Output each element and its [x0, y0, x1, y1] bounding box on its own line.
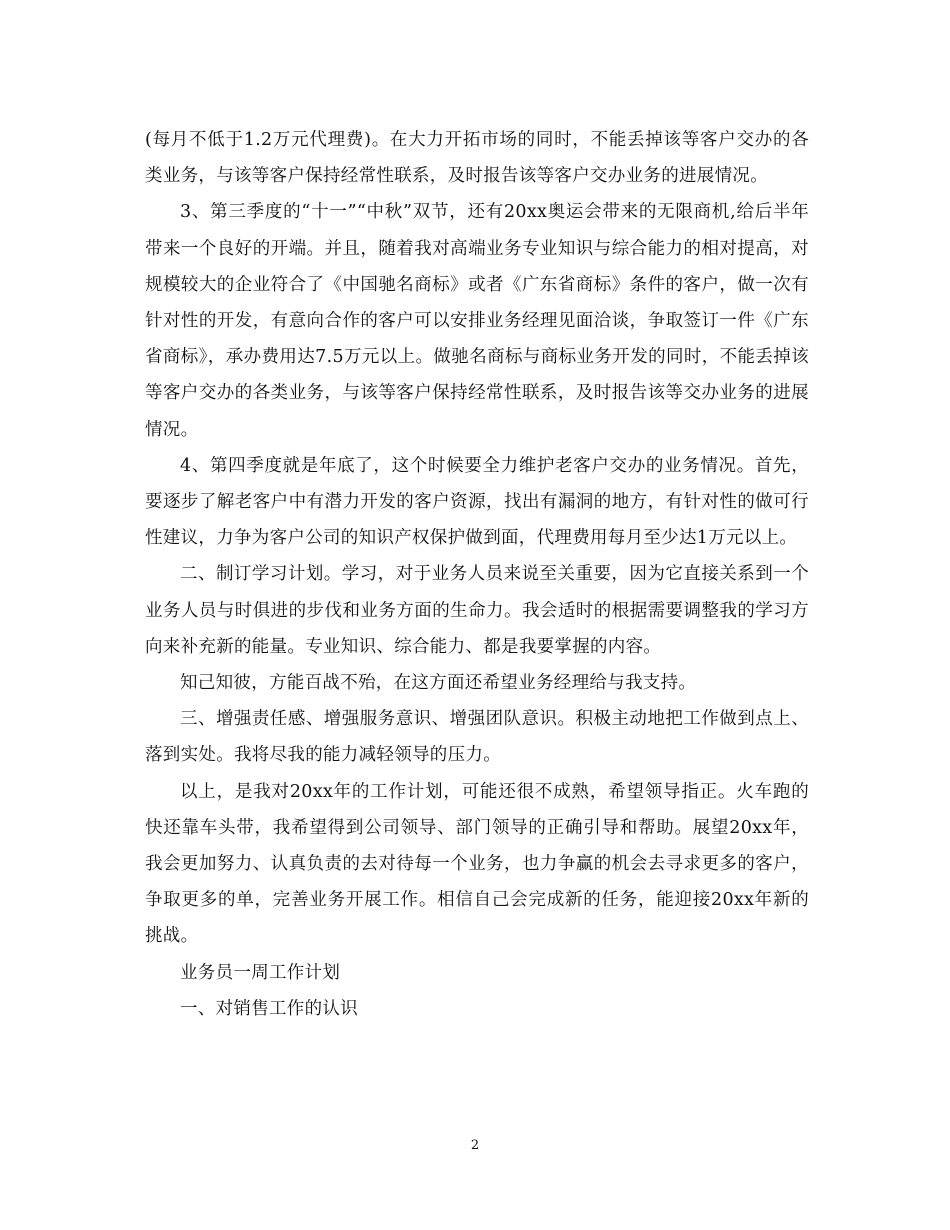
paragraph-know-yourself: 知己知彼，方能百战不殆，在这方面还希望业务经理给与我支持。 [180, 673, 697, 694]
paragraph-fourth-quarter: 4、第四季度就是年底了，这个时候要全力维护老客户交办的业务情况。首先，要逐步了解老客户中有潜力开发的客户资源，找出有漏洞的地方，有针对性的做可行性建议，力争为客户公司的知识产权保护做到面，代理费用每月至少达1万元以上。 [145, 455, 809, 549]
heading-weekly-plan: 业务员一周工作计划 [180, 962, 341, 983]
page-number: 2 [470, 1138, 480, 1153]
paragraph-third-quarter: 3、第三季度的“十一”“中秋”双节，还有20xx奥运会带来的无限商机,给后半年带来一个良好的开端。并且，随着我对高端业务专业知识与综合能力的相对提高，对规模较大的企业符合了《中国驰名商标》或者《广东省商标》条件的客户，做一次有针对性的开发，有意向合作的客户可以安排业务经理见面洽谈，争取签订一件《广东省商标》，承办费用达7.5万元以上。做驰名商标与商标业务开发的同时，不能丢掉该等客户交办的各类业务，与该等客户保持经常性联系，及时报告该等交办业务的进展情况。 [145, 202, 809, 440]
document-body [145, 122, 809, 1027]
paragraph-study-plan: 二、制订学习计划。学习，对于业务人员来说至关重要，因为它直接关系到一个业务人员与时俱进的步伐和业务方面的生命力。我会适时的根据需要调整我的学习方向来补充新的能量。专业知识、综合能力、都是我要掌握的内容。 [145, 564, 809, 657]
paragraph-responsibility: 三、增强责任感、增强服务意识、增强团队意识。积极主动地把工作做到点上、落到实处。我将尽我的能力减轻领导的压力。 [145, 709, 809, 766]
heading-sales-understanding: 一、对销售工作的认识 [180, 998, 358, 1019]
paragraph-continuation: (每月不低于1.2万元代理费)。在大力开拓市场的同时，不能丢掉该等客户交办的各类业务，与该等客户保持经常性联系，及时报告该等客户交办业务的进展情况。 [145, 130, 809, 187]
paragraph-conclusion: 以上，是我对20xx年的工作计划，可能还很不成熟，希望领导指正。火车跑的快还靠车头带，我希望得到公司领导、部门领导的正确引导和帮助。展望20xx年，我会更加努力、认真负责的去对待每一个业务，也力争赢的机会去寻求更多的客户，争取更多的单，完善业务开展工作。相信自己会完成新的任务，能迎接20xx年新的挑战。 [145, 781, 809, 947]
